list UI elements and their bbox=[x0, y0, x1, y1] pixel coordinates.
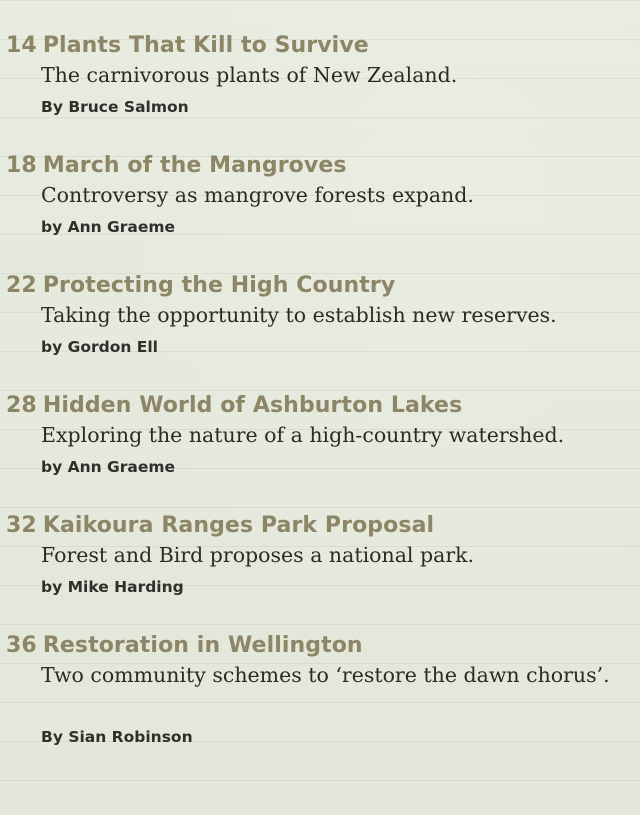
page-number: 14 bbox=[6, 33, 37, 58]
author-byline: by Ann Graeme bbox=[41, 218, 176, 236]
page-number: 22 bbox=[6, 273, 37, 298]
page-number: 18 bbox=[6, 153, 37, 178]
article-summary: The carnivorous plants of New Zealand. bbox=[41, 63, 458, 87]
entry-heading bbox=[6, 271, 395, 301]
entry-heading bbox=[6, 31, 369, 61]
entry-heading bbox=[6, 511, 434, 541]
toc-entry[interactable] bbox=[6, 391, 634, 511]
article-title[interactable]: March of the Mangroves bbox=[42, 153, 347, 178]
article-title[interactable]: Protecting the High Country bbox=[42, 273, 396, 298]
article-summary: Exploring the nature of a high-country watershed. bbox=[41, 423, 565, 447]
article-summary: Controversy as mangrove forests expand. bbox=[41, 183, 474, 207]
article-title[interactable]: Plants That Kill to Survive bbox=[42, 33, 369, 58]
table-of-contents bbox=[6, 31, 634, 781]
entry-heading bbox=[6, 151, 347, 181]
article-title[interactable]: Restoration in Wellington bbox=[42, 633, 363, 658]
toc-entry[interactable] bbox=[6, 271, 634, 391]
article-title[interactable]: Kaikoura Ranges Park Proposal bbox=[42, 513, 435, 538]
page-number: 36 bbox=[6, 633, 37, 658]
author-byline: by Ann Graeme bbox=[41, 458, 176, 476]
author-byline: by Gordon Ell bbox=[41, 338, 158, 356]
article-summary: Forest and Bird proposes a national park. bbox=[41, 543, 475, 567]
page-number: 28 bbox=[6, 393, 37, 418]
article-title[interactable]: Hidden World of Ashburton Lakes bbox=[42, 393, 463, 418]
entry-heading bbox=[6, 391, 462, 421]
article-summary: Two community schemes to ‘restore the dawn chorus’. bbox=[41, 663, 610, 687]
page-number: 32 bbox=[6, 513, 37, 538]
author-byline: By Sian Robinson bbox=[41, 728, 193, 746]
article-summary: Taking the opportunity to establish new reserves. bbox=[41, 303, 557, 327]
author-byline: By Bruce Salmon bbox=[41, 98, 189, 116]
entry-heading bbox=[6, 631, 363, 661]
toc-entry[interactable] bbox=[6, 511, 634, 631]
author-byline: by Mike Harding bbox=[41, 578, 184, 596]
toc-entry[interactable] bbox=[6, 631, 634, 781]
toc-entry[interactable] bbox=[6, 151, 634, 271]
toc-entry[interactable] bbox=[6, 31, 634, 151]
